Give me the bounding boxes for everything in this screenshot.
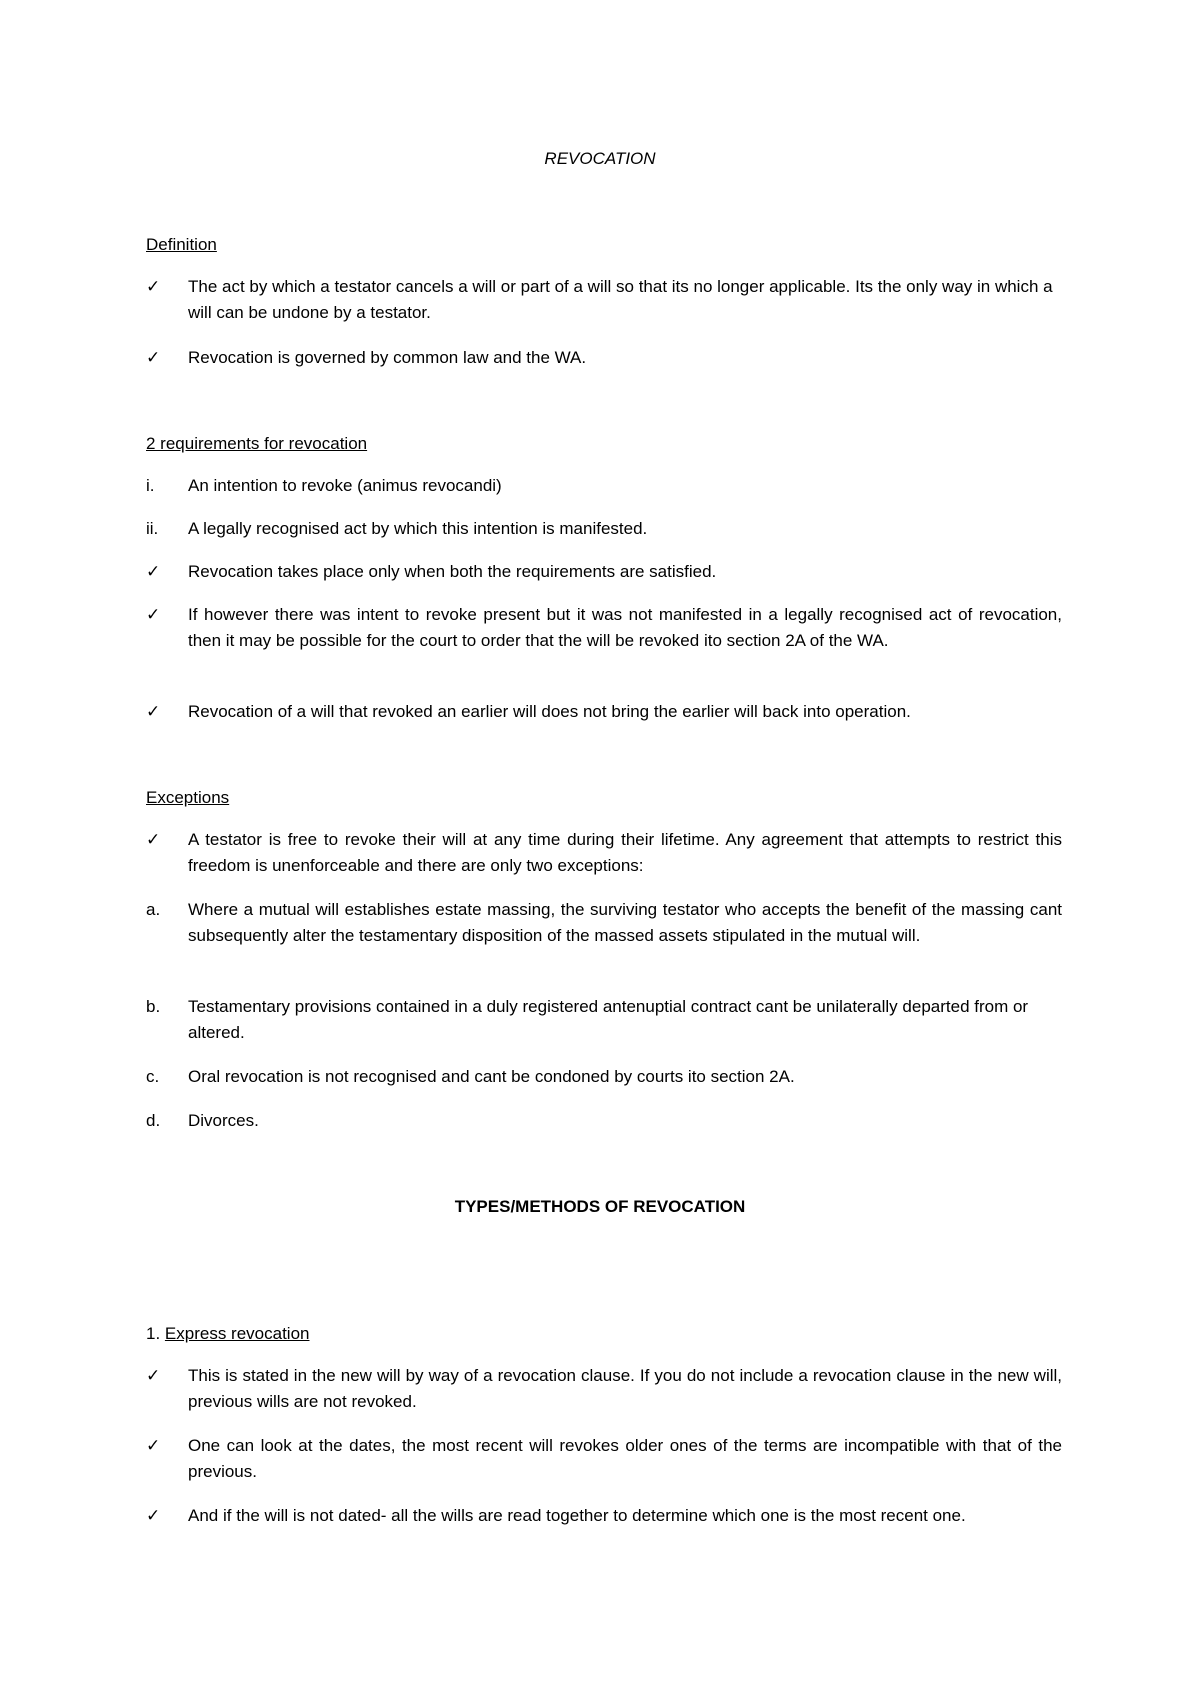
checkmark-icon: ✓ <box>146 830 161 850</box>
item-text: A testator is free to revoke their will at any time during their lifetime. Any agreement that attempts to restrict this freedom is unenforceable and there are only two exceptions: <box>188 830 1062 875</box>
definition-item-1 <box>146 274 1062 326</box>
definition-heading: Definition <box>146 235 217 254</box>
express-item-1 <box>146 1363 1062 1415</box>
item-text: A legally recognised act by which this intention is manifested. <box>188 519 648 538</box>
types-heading: TYPES/METHODS OF REVOCATION <box>454 1197 746 1216</box>
item-text: If however there was intent to revoke present but it was not manifested in a legally recognised act of revocation, then it may be possible for the court to order that the will be revoked ito section 2A of the WA. <box>188 605 1062 650</box>
express-revocation-heading <box>146 1321 309 1347</box>
item-text: Revocation of a will that revoked an earlier will does not bring the earlier will back into operation. <box>188 702 911 721</box>
item-text: This is stated in the new will by way of a revocation clause. If you do not include a revocation clause in the new will, previous wills are not revoked. <box>188 1366 1062 1411</box>
requirements-item-4 <box>146 602 1062 654</box>
document-title: REVOCATION <box>544 149 656 168</box>
express-item-2 <box>146 1433 1062 1485</box>
item-text: Where a mutual will establishes estate massing, the surviving testator who accepts the benefit of the massing cant subsequently alter the testamentary disposition of the massed assets stipulated in the mutual will. <box>188 900 1062 945</box>
exceptions-item-d <box>146 1108 1062 1134</box>
item-text: An intention to revoke (animus revocandi) <box>188 476 502 495</box>
checkmark-icon: ✓ <box>146 1506 161 1526</box>
exceptions-item-c <box>146 1064 1062 1090</box>
item-text: Testamentary provisions contained in a duly registered antenuptial contract cant be unilaterally departed from or altered. <box>188 997 1029 1042</box>
item-text: Oral revocation is not recognised and cant be condoned by courts ito section 2A. <box>188 1067 795 1086</box>
checkmark-icon: ✓ <box>146 1366 161 1386</box>
requirements-item-3 <box>146 559 1062 585</box>
checkmark-icon: ✓ <box>146 562 161 582</box>
checkmark-icon: ✓ <box>146 605 161 625</box>
requirements-item-2 <box>146 516 1062 542</box>
list-marker: d. <box>146 1111 161 1130</box>
list-marker: i. <box>146 476 155 495</box>
checkmark-icon: ✓ <box>146 1436 161 1456</box>
exceptions-heading: Exceptions <box>146 788 230 807</box>
requirements-heading: 2 requirements for revocation <box>146 434 368 453</box>
item-text: The act by which a testator cancels a will or part of a will so that its no longer applicable. Its the only way in which a will can be undone by a testator. <box>188 277 1053 322</box>
exceptions-item-1 <box>146 827 1062 879</box>
list-marker: c. <box>146 1067 160 1086</box>
list-marker: b. <box>146 997 161 1016</box>
requirements-item-5 <box>146 699 1062 725</box>
list-marker: ii. <box>146 519 159 538</box>
item-text: Revocation takes place only when both the requirements are satisfied. <box>188 562 717 581</box>
checkmark-icon: ✓ <box>146 702 161 722</box>
list-marker: a. <box>146 900 161 919</box>
item-text: Revocation is governed by common law and the WA. <box>188 348 587 367</box>
exceptions-item-a <box>146 897 1062 949</box>
definition-item-2 <box>146 345 1062 371</box>
checkmark-icon: ✓ <box>146 348 161 368</box>
section-title: Express revocation <box>164 1324 310 1343</box>
exceptions-item-b <box>146 994 1062 1046</box>
item-text: And if the will is not dated- all the wills are read together to determine which one is the most recent one. <box>188 1506 966 1525</box>
express-item-3 <box>146 1503 1062 1529</box>
requirements-item-1 <box>146 473 1062 499</box>
item-text: One can look at the dates, the most recent will revokes older ones of the terms are incompatible with that of the previous. <box>188 1436 1062 1481</box>
section-number: 1. <box>146 1324 165 1343</box>
checkmark-icon: ✓ <box>146 277 161 297</box>
item-text: Divorces. <box>188 1111 259 1130</box>
